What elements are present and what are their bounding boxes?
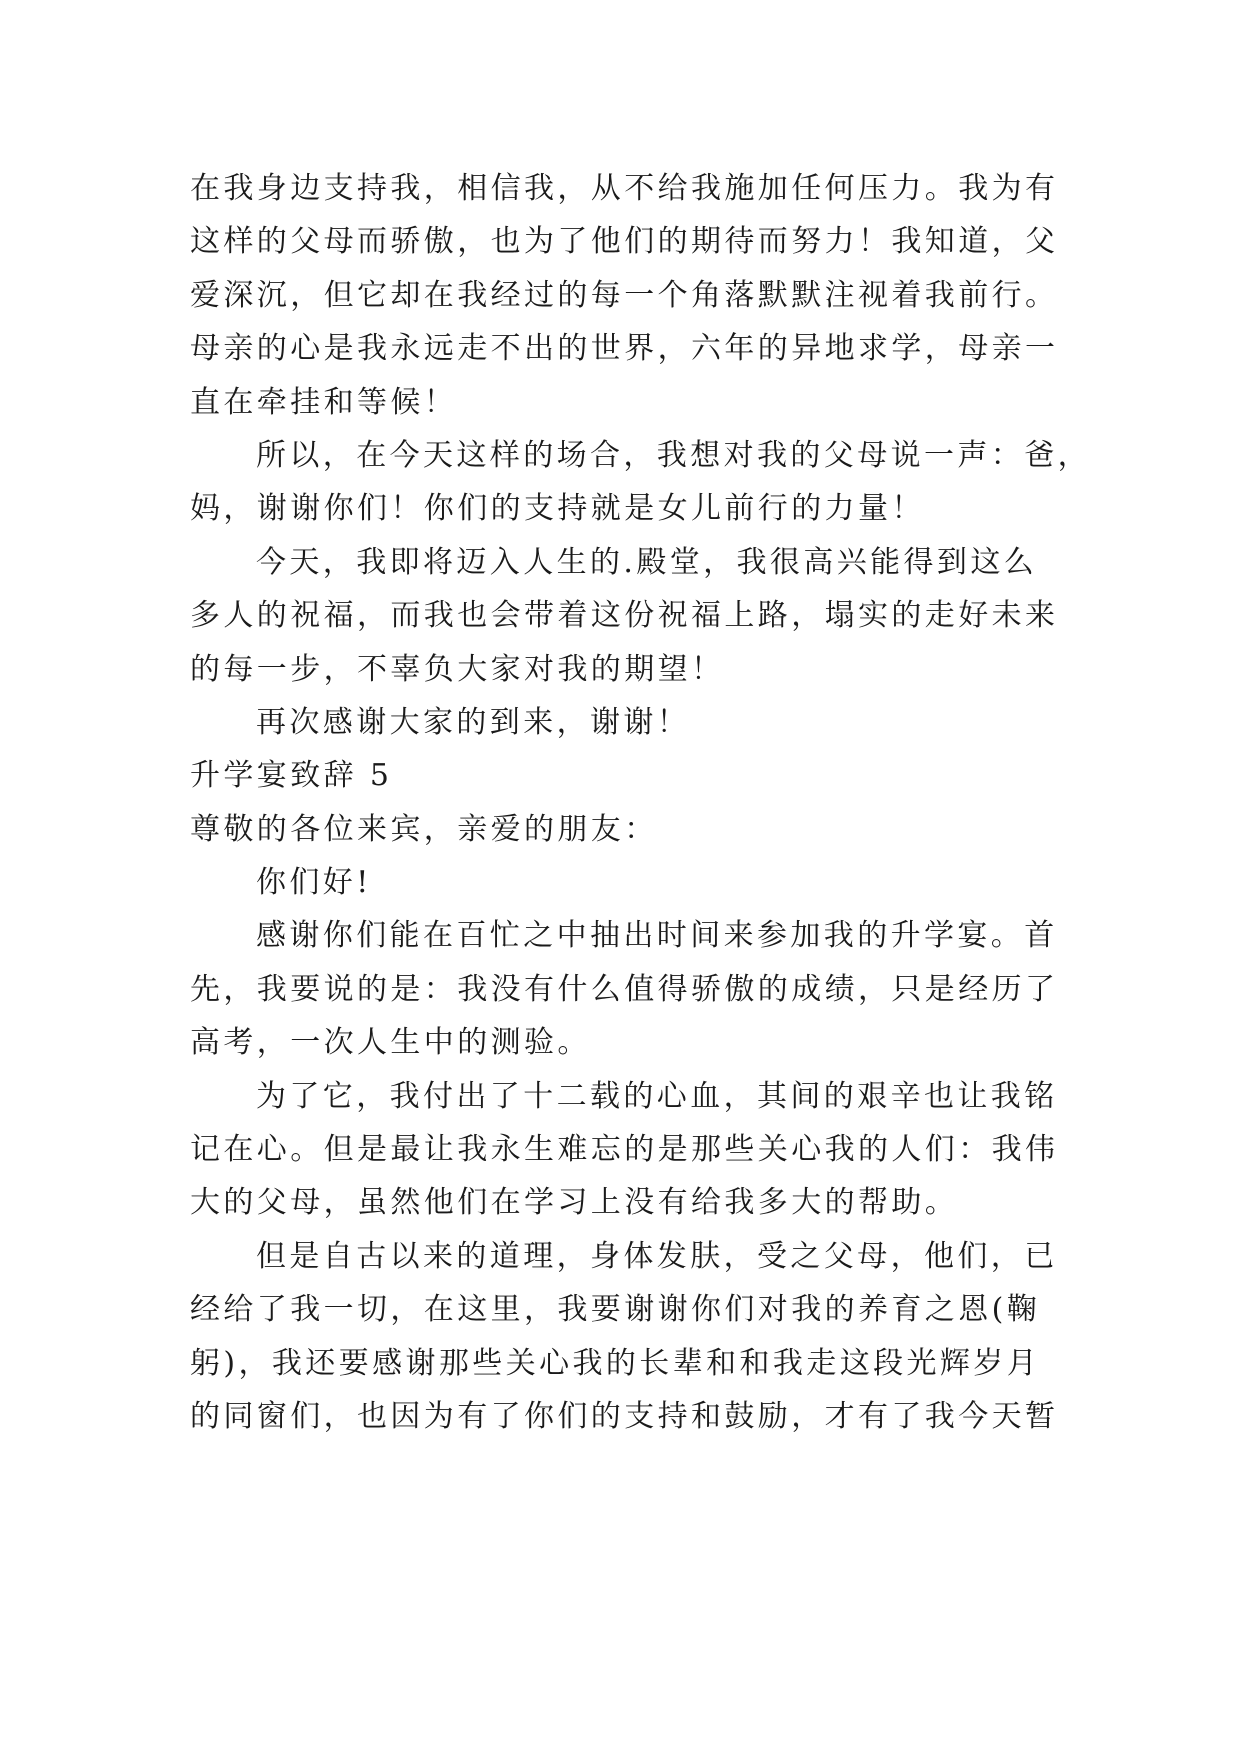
text-line: 在我身边支持我，相信我，从不给我施加任何压力。我为有 [190, 171, 1059, 206]
text-line: 这样的父母而骄傲，也为了他们的期待而努力！我知道，父 [190, 224, 1059, 260]
text-line: 妈，谢谢你们！你们的支持就是女儿前行的力量！ [190, 491, 925, 527]
text-line: 经给了我一切，在这里，我要谢谢你们对我的养育之恩(鞠 [190, 1292, 1041, 1328]
paragraph-first-line: 再次感谢大家的到来，谢谢！ [256, 704, 691, 740]
text-line: 大的父母，虽然他们在学习上没有给我多大的帮助。 [190, 1185, 959, 1221]
salutation: 尊敬的各位来宾，亲爱的朋友： [190, 811, 658, 847]
text-line: 的每一步，不辜负大家对我的期望！ [190, 651, 725, 687]
section-heading: 升学宴致辞 5 [190, 758, 393, 794]
paragraph-first-line: 今天，我即将迈入人生的.殿堂，我很高兴能得到这么 [256, 544, 1038, 580]
paragraph-first-line: 所以，在今天这样的场合，我想对我的父母说一声：爸， [256, 437, 1091, 473]
text-line: 高考，一次人生中的测验。 [190, 1025, 591, 1061]
text-line: 的同窗们，也因为有了你们的支持和鼓励，才有了我今天暂 [190, 1398, 1059, 1434]
paragraph-first-line: 但是自古以来的道理，身体发肤，受之父母，他们，已 [256, 1238, 1058, 1274]
text-line: 先，我要说的是：我没有什么值得骄傲的成绩，只是经历了 [190, 971, 1059, 1007]
greeting: 你们好! [256, 865, 372, 901]
paragraph-first-line: 为了它，我付出了十二载的心血，其间的艰辛也让我铭 [256, 1078, 1058, 1114]
text-line: 直在牵挂和等候！ [190, 384, 458, 420]
document-page [190, 162, 1091, 1443]
paragraph-first-line: 感谢你们能在百忙之中抽出时间来参加我的升学宴。首 [256, 918, 1058, 954]
text-line: 多人的祝福，而我也会带着这份祝福上路，塌实的走好未来 [190, 598, 1059, 634]
text-line: 母亲的心是我永远走不出的世界，六年的异地求学，母亲一 [190, 331, 1059, 367]
text-line: 爱深沉，但它却在我经过的每一个角落默默注视着我前行。 [190, 277, 1059, 313]
text-line: 躬)，我还要感谢那些关心我的长辈和和我走这段光辉岁月 [190, 1345, 1041, 1381]
text-line: 记在心。但是最让我永生难忘的是那些关心我的人们：我伟 [190, 1132, 1059, 1168]
